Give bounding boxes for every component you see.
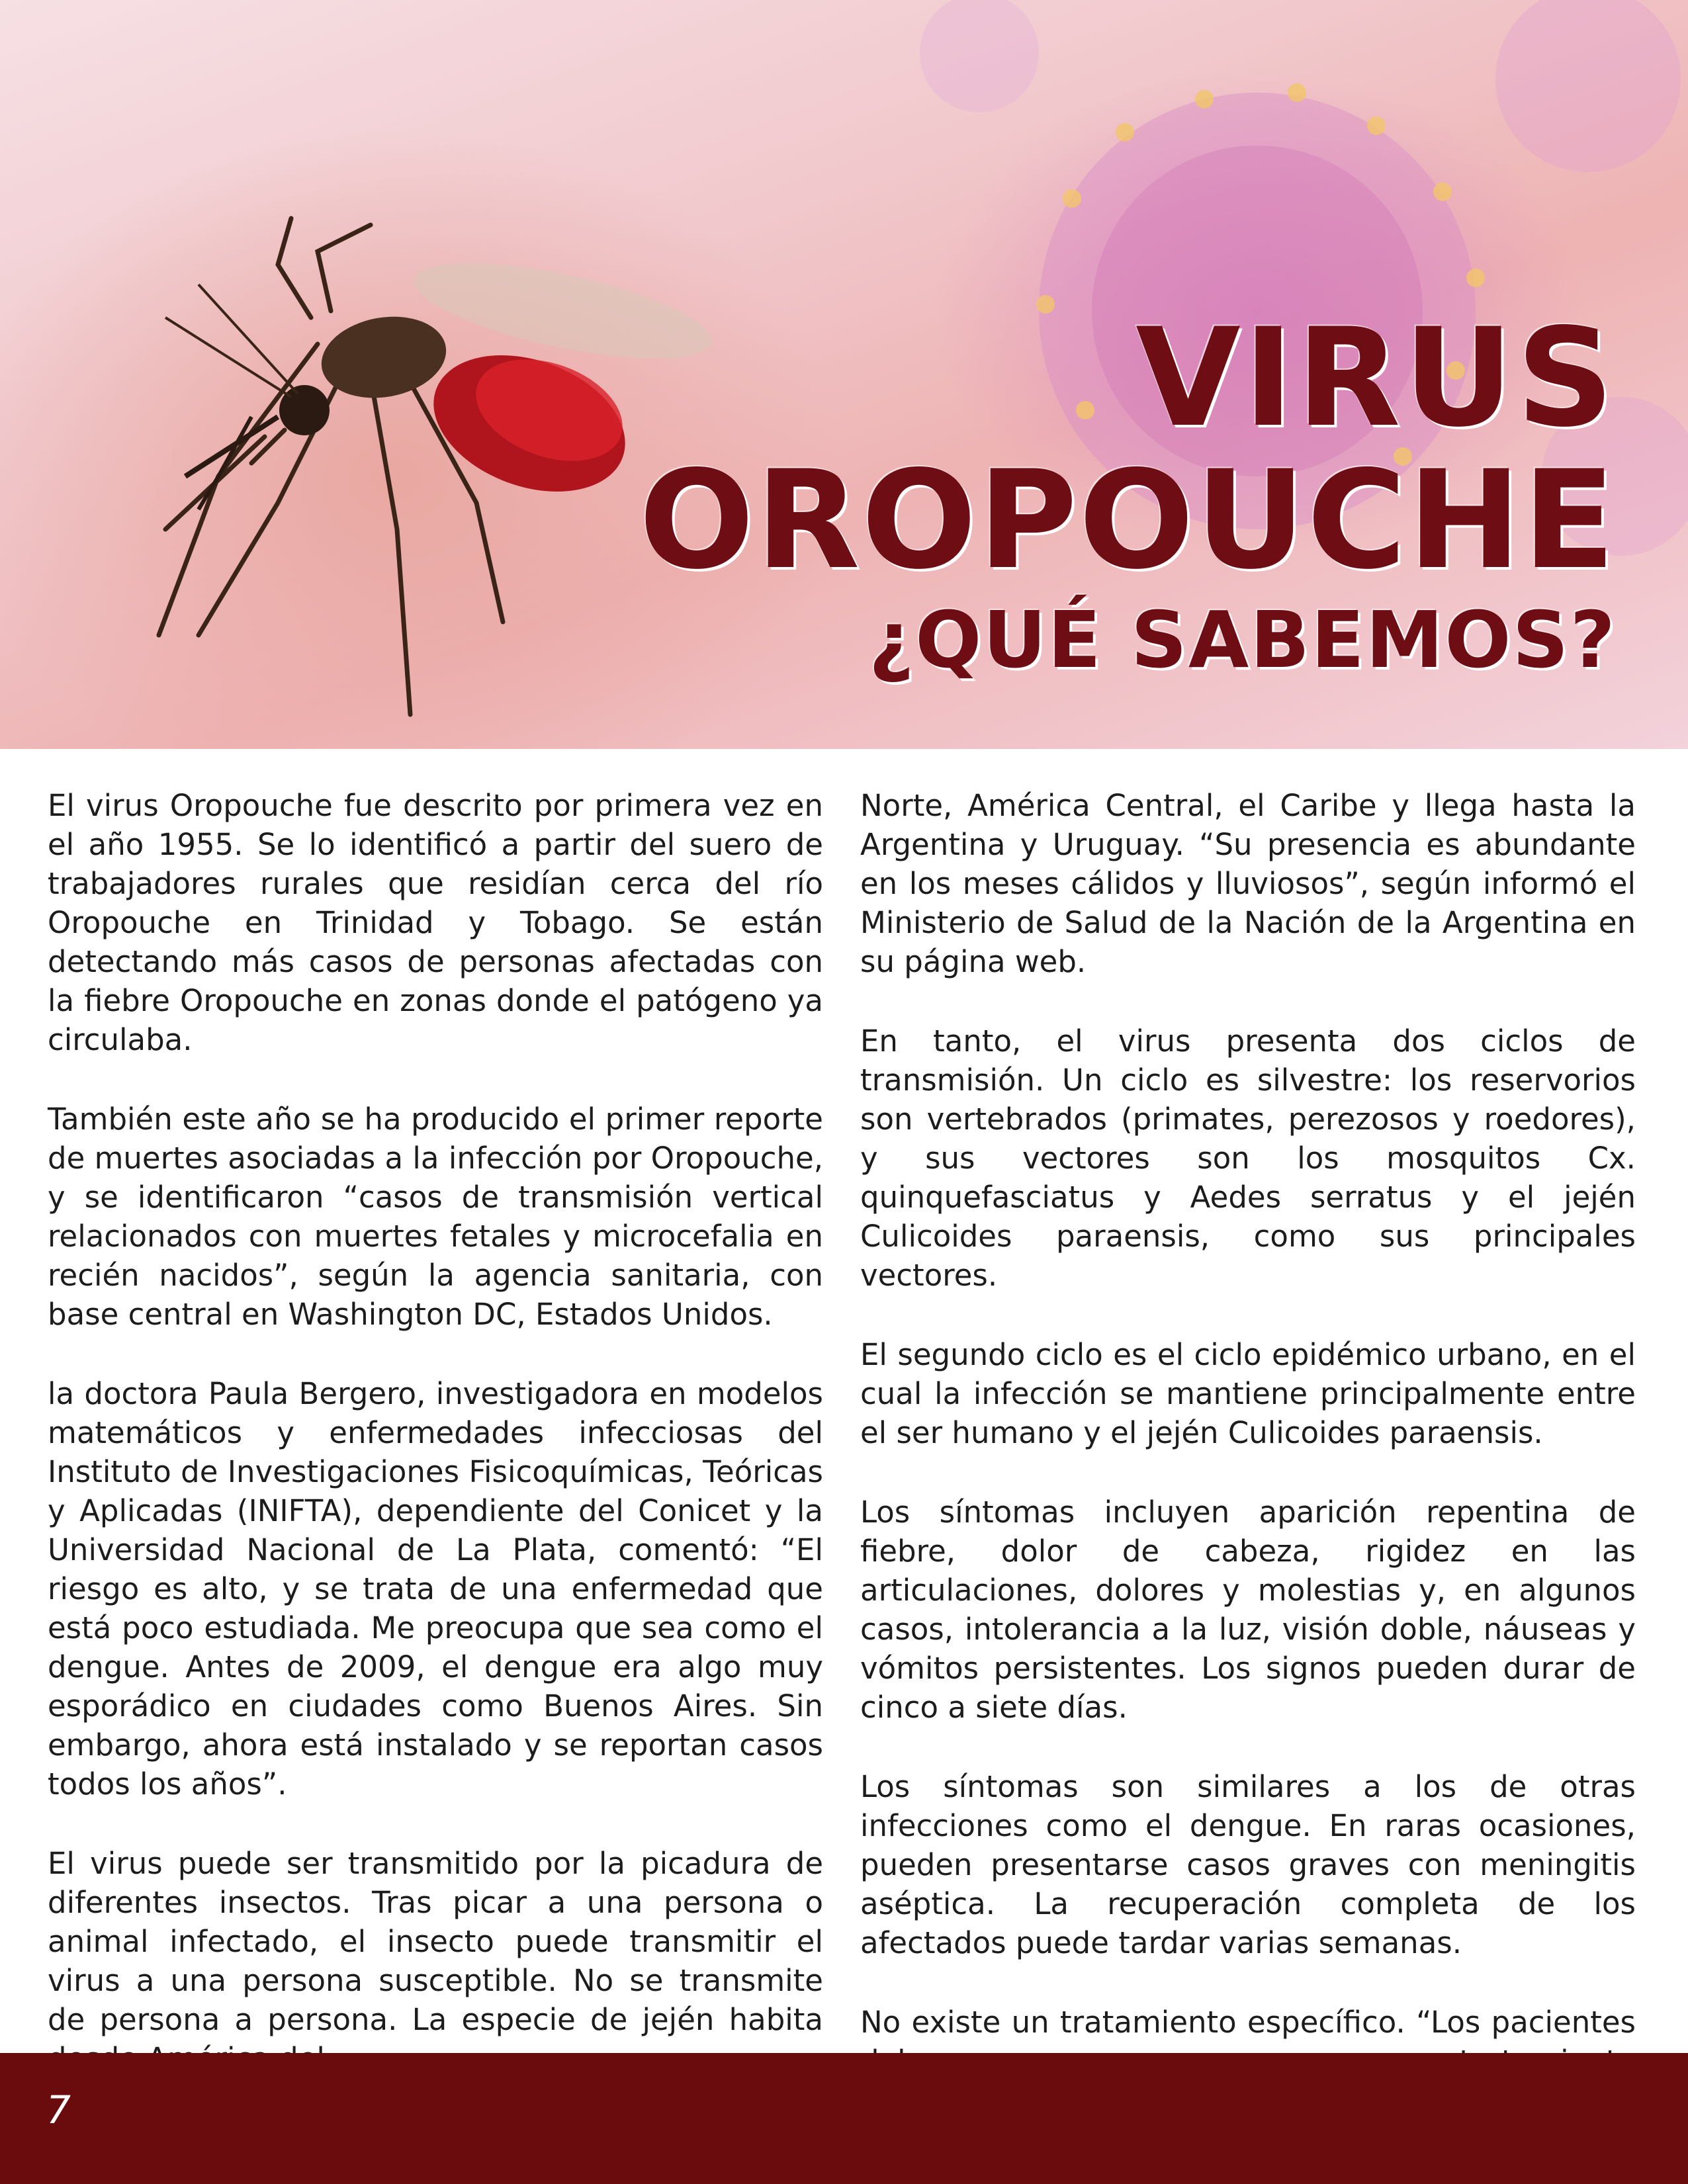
- title-line-que-sabemos: ¿QUÉ SABEMOS?: [868, 594, 1617, 685]
- paragraph-5: Norte, América Central, el Caribe y llega hasta la Argentina y Uruguay. “Su presencia es abundante en los meses cálidos y lluviosos”, según informó el Ministerio de Salud de la Nación de la Argentina en su página web.: [860, 788, 1636, 979]
- paragraph-8: Los síntomas incluyen aparición repentina de fiebre, dolor de cabeza, rigidez en las articulaciones, dolores y molestias y, en algunos casos, intolerancia a la luz, visión doble, náuseas y vómitos persistentes. Los signos pueden durar de cinco a siete días.: [860, 1495, 1636, 1725]
- paragraph-10: No existe un tratamiento específico. “Los pacientes: [860, 2005, 1636, 2040]
- paragraph-4: El virus puede ser transmitido por la picadura de diferentes insectos. Tras picar a una persona o animal infectado, el insecto puede transmitir el virus a una persona susceptible. No se transmite de persona a persona. La especie de jején habita: [48, 1846, 823, 2037]
- headline: [639, 300, 1617, 685]
- paragraph-6: En tanto, el virus presenta dos ciclos de transmisión. Un ciclo es silvestre: los reservorios son vertebrados (primates, perezosos y roedores), y sus vectores son los mosquitos Cx. quinquefasciatus y Aedes serratus y el jején Culicoides paraensis, como sus principales vectores.: [860, 1024, 1636, 1293]
- paragraph-7: El segundo ciclo es el ciclo epidémico urbano, en el cual la infección se mantiene principalmente entre el ser humano y el jején Culicoides paraensis.: [860, 1337, 1636, 1450]
- page-number: 7: [46, 2087, 71, 2132]
- mosquito-illustration: [159, 218, 719, 715]
- paragraph-1: El virus Oropouche fue descrito por primera vez en el año 1955. Se lo identificó a partir del suero de trabajadores rurales que residían cerca del río Oropouche en Trinidad y Tobago. Se están detectando más casos de personas afectadas con la fiebre Oropouche en zonas donde el patógeno ya circulaba.: [48, 788, 823, 1057]
- article-column-right: [860, 786, 1636, 2120]
- title-line-virus: VIRUS: [1135, 300, 1617, 457]
- title-line-oropouche: OROPOUCHE: [639, 442, 1617, 599]
- paragraph-2: También este año se ha producido el primer reporte de muertes asociadas a la infección por Oropouche, y se identificaron “casos de transmisión vertical relacionados con muertes fetales y microcefalia en recién nacidos”, según la agencia sanitaria, con base central en Washington DC, Estados Unidos.: [48, 1102, 823, 1332]
- paragraph-3: la doctora Paula Bergero, investigadora en modelos matemáticos y enfermedades infecciosas del Instituto de Investigaciones Fisicoquímicas, Teóricas y Aplicadas (INIFTA), dependiente del Conicet y la Universidad Nacional de La Plata, comentó: “El riesgo es alto, y se trata de una enfermedad que está poco estudiada. Me preocupa que sea como el dengue. Antes de 2009, el dengue era algo muy esporádico en ciudades como Buenos Aires. Sin embargo, ahora está instalado y se reportan casos todos los años”.: [48, 1376, 823, 1802]
- footer-bar: [0, 2053, 1688, 2184]
- paragraph-9: Los síntomas son similares a los de otras infecciones como el dengue. En raras ocasiones, pueden presentarse casos graves con meningitis aséptica. La recuperación completa de los afectados puede tardar varias semanas.: [860, 1769, 1636, 1960]
- hero-image: [0, 0, 1688, 749]
- article-column-left: [48, 786, 823, 2078]
